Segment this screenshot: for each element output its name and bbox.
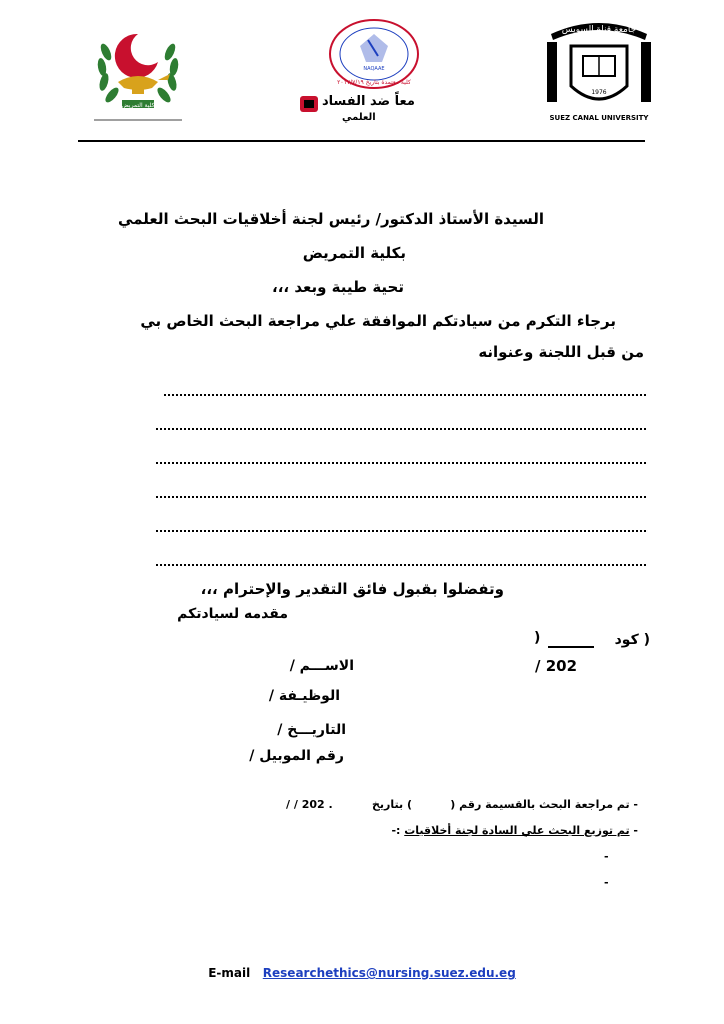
svg-text:جامعة قناة السويس: جامعة قناة السويس xyxy=(561,25,637,35)
code-input-line[interactable] xyxy=(548,646,594,648)
letter-addressee: السيدة الأستاذ الدكتور/ رئيس لجنة أخلاقيات البحث العلمي xyxy=(118,210,544,228)
letter-faculty: بكلية التمريض xyxy=(302,244,406,262)
distribution-dash-1: - xyxy=(604,850,609,863)
contact-email-row xyxy=(0,966,724,980)
code-close-paren: ) xyxy=(534,630,541,646)
job-label: الوظيـفة / xyxy=(268,688,340,704)
date-label: التاريـــخ / xyxy=(277,722,346,738)
header-divider xyxy=(78,140,645,142)
name-label: الاســـم / xyxy=(289,658,354,674)
anti-corruption-line1: معاً ضد الفساد xyxy=(322,94,415,109)
anti-corruption-badge xyxy=(298,92,415,132)
svg-text:NAQAAE: NAQAAE xyxy=(363,66,385,72)
review-note-date: / / 202 . xyxy=(286,798,333,811)
svg-text:كلية التمريض: كلية التمريض xyxy=(121,102,155,109)
raised-fist-icon xyxy=(298,94,320,114)
mobile-label: رقم الموبيل / xyxy=(249,748,344,764)
letter-submitted-by: مقدمه لسيادتكم xyxy=(177,606,288,622)
research-title-line-1[interactable] xyxy=(164,380,646,396)
letter-request-line2: من قبل اللجنة وعنوانه xyxy=(478,343,644,361)
svg-text:1976: 1976 xyxy=(591,89,607,96)
letter-closing: وتفضلوا بقبول فائق التقدير والإحترام ،،، xyxy=(200,580,504,598)
research-title-line-2[interactable] xyxy=(156,414,646,430)
letter-request-line1: برجاء التكرم من سيادتكم الموافقة علي مراجعة البحث الخاص بي xyxy=(140,312,616,330)
nursing-faculty-logo xyxy=(92,22,184,132)
svg-text:كلية معتمدة بتاريخ ٢٠١٧/٧/١٩: كلية معتمدة بتاريخ ٢٠١٧/٧/١٩ xyxy=(337,79,411,86)
review-note-mid: ) بتاريخ xyxy=(372,798,412,811)
distribution-prefix: - xyxy=(629,824,638,837)
research-title-line-3[interactable] xyxy=(156,448,646,464)
letter-greeting: تحية طيبة وبعد ،،، xyxy=(272,278,404,296)
naqaae-accreditation-seal xyxy=(326,16,422,94)
research-title-line-6[interactable] xyxy=(156,550,646,566)
submission-date: / 202 xyxy=(535,657,578,675)
email-label: E-mail xyxy=(208,966,251,980)
distribution-suffix: :- xyxy=(391,824,405,837)
suez-canal-university-logo xyxy=(545,16,653,128)
code-label: ( كود xyxy=(614,632,650,648)
distribution-dash-2: - xyxy=(604,876,609,889)
distribution-note xyxy=(391,824,638,837)
review-note-prefix: - تم مراجعة البحث بالقسيمة رقم ( xyxy=(450,798,638,811)
svg-text:SUEZ CANAL UNIVERSITY: SUEZ CANAL UNIVERSITY xyxy=(549,114,649,122)
research-title-line-4[interactable] xyxy=(156,482,646,498)
anti-corruption-line2: العلمي xyxy=(342,112,376,123)
email-link[interactable]: Researchethics@nursing.suez.edu.eg xyxy=(262,966,516,980)
research-title-line-5[interactable] xyxy=(156,516,646,532)
distribution-link: تم توزيع البحث علي السادة لجنة أخلاقيات xyxy=(404,824,630,837)
